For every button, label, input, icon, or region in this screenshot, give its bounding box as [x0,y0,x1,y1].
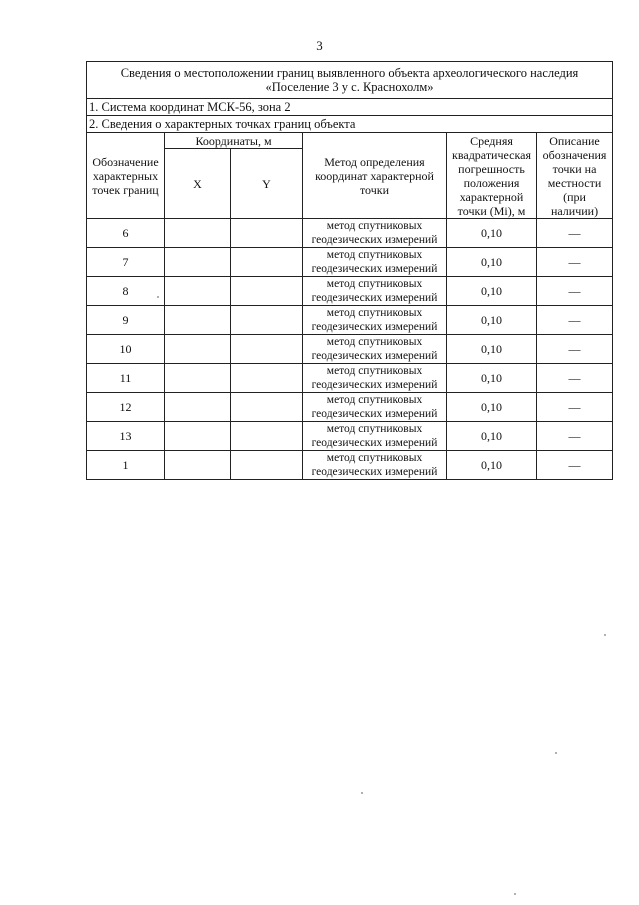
coordinate-system-text: 1. Система координат МСК-56, зона 2 [87,99,613,116]
cell-description: — [537,451,613,480]
cell-error: 0,10 [447,219,537,248]
points-section-text: 2. Сведения о характерных точках границ объекта [87,116,613,133]
method-line-2: геодезических измерений [311,379,438,391]
method-line-2: геодезических измерений [311,466,438,478]
header-method-line-1: Метод определения [324,154,425,169]
cell-method [303,248,447,277]
method-line-1: метод спутниковых [326,336,423,348]
header-error-line-1: Средняя [470,133,513,148]
cell-description: — [537,219,613,248]
header-row-1 [87,133,613,149]
method-line-2: геодезических измерений [311,350,438,362]
table-row [87,451,613,480]
cell-x [165,219,231,248]
cell-x [165,335,231,364]
header-error-line-6: точки (Mi), м [457,203,526,218]
cell-method [303,393,447,422]
header-desc-line-4: местности [547,175,602,190]
table-row [87,335,613,364]
header-desc-line-1: Описание [549,133,600,148]
cell-x [165,393,231,422]
cell-description: — [537,422,613,451]
table-row [87,248,613,277]
method-line-2: геодезических измерений [311,292,438,304]
table-title [87,62,613,99]
cell-point: 6 [87,219,165,248]
header-mean-error [447,133,537,219]
cell-y [231,422,303,451]
table-row [87,277,613,306]
table-row [87,364,613,393]
header-point-designation [87,133,165,219]
header-desc-line-2: обозначения [542,147,607,162]
page-number: 3 [316,38,323,53]
method-line-2: геодезических измерений [311,437,438,449]
cell-y [231,393,303,422]
method-line-1: метод спутниковых [326,423,423,435]
cell-description: — [537,306,613,335]
cell-y [231,219,303,248]
header-desc-line-6: наличии) [550,203,599,218]
method-line-1: метод спутниковых [326,278,423,290]
method-line-1: метод спутниковых [326,394,423,406]
cell-error: 0,10 [447,393,537,422]
cell-method [303,335,447,364]
cell-point: 10 [87,335,165,364]
cell-y [231,306,303,335]
header-point-line-3: точек границ [92,182,159,197]
table-row [87,306,613,335]
cell-x [165,248,231,277]
cell-method [303,451,447,480]
cell-method [303,219,447,248]
cell-x [165,306,231,335]
cell-point: 9 [87,306,165,335]
header-x: X [165,149,231,219]
cell-y [231,277,303,306]
cell-x [165,277,231,306]
method-line-1: метод спутниковых [326,307,423,319]
cell-error: 0,10 [447,306,537,335]
cell-point: 13 [87,422,165,451]
table-row [87,219,613,248]
header-error-line-5: характерной [459,189,524,204]
header-description [537,133,613,219]
method-line-1: метод спутниковых [326,220,423,232]
cell-error: 0,10 [447,451,537,480]
cell-point: 7 [87,248,165,277]
header-method [303,133,447,219]
cell-y [231,335,303,364]
cell-method [303,277,447,306]
boundary-points-table [86,61,613,480]
cell-method [303,306,447,335]
header-coordinates: Координаты, м [165,133,303,149]
table-title-line-2: «Поселение 3 у с. Краснохолм» [265,80,434,94]
table-row [87,393,613,422]
cell-error: 0,10 [447,277,537,306]
cell-y [231,451,303,480]
cell-description: — [537,277,613,306]
cell-method [303,364,447,393]
method-line-2: геодезических измерений [311,234,438,246]
header-point-line-2: характерных [92,168,159,183]
cell-point: 12 [87,393,165,422]
points-section-row [87,116,613,133]
cell-error: 0,10 [447,248,537,277]
cell-point: 11 [87,364,165,393]
table-title-line-1: Сведения о местоположении границ выявленного объекта археологического наследия [120,66,579,80]
cell-y [231,248,303,277]
cell-description: — [537,393,613,422]
method-line-1: метод спутниковых [326,452,423,464]
cell-description: — [537,248,613,277]
method-line-2: геодезических измерений [311,321,438,333]
header-error-line-4: положения [463,175,520,190]
header-point-line-1: Обозначение [92,154,159,169]
cell-x [165,451,231,480]
cell-description: — [537,335,613,364]
header-method-line-3: точки [359,182,390,197]
coordinate-system-row [87,99,613,116]
cell-description: — [537,364,613,393]
header-desc-line-3: точки на [552,161,597,176]
table-title-row [87,62,613,99]
method-line-2: геодезических измерений [311,263,438,275]
header-error-line-3: погрешность [458,161,525,176]
cell-method [303,422,447,451]
table-row [87,422,613,451]
cell-error: 0,10 [447,335,537,364]
method-line-1: метод спутниковых [326,365,423,377]
cell-x [165,422,231,451]
header-error-line-2: квадратическая [452,147,531,162]
method-line-1: метод спутниковых [326,249,423,261]
cell-point: 1 [87,451,165,480]
header-desc-line-5: (при [563,189,586,204]
cell-point: 8 [87,277,165,306]
cell-error: 0,10 [447,422,537,451]
cell-error: 0,10 [447,364,537,393]
method-line-2: геодезических измерений [311,408,438,420]
header-y: Y [231,149,303,219]
header-method-line-2: координат характерной [315,168,434,183]
cell-x [165,364,231,393]
cell-y [231,364,303,393]
